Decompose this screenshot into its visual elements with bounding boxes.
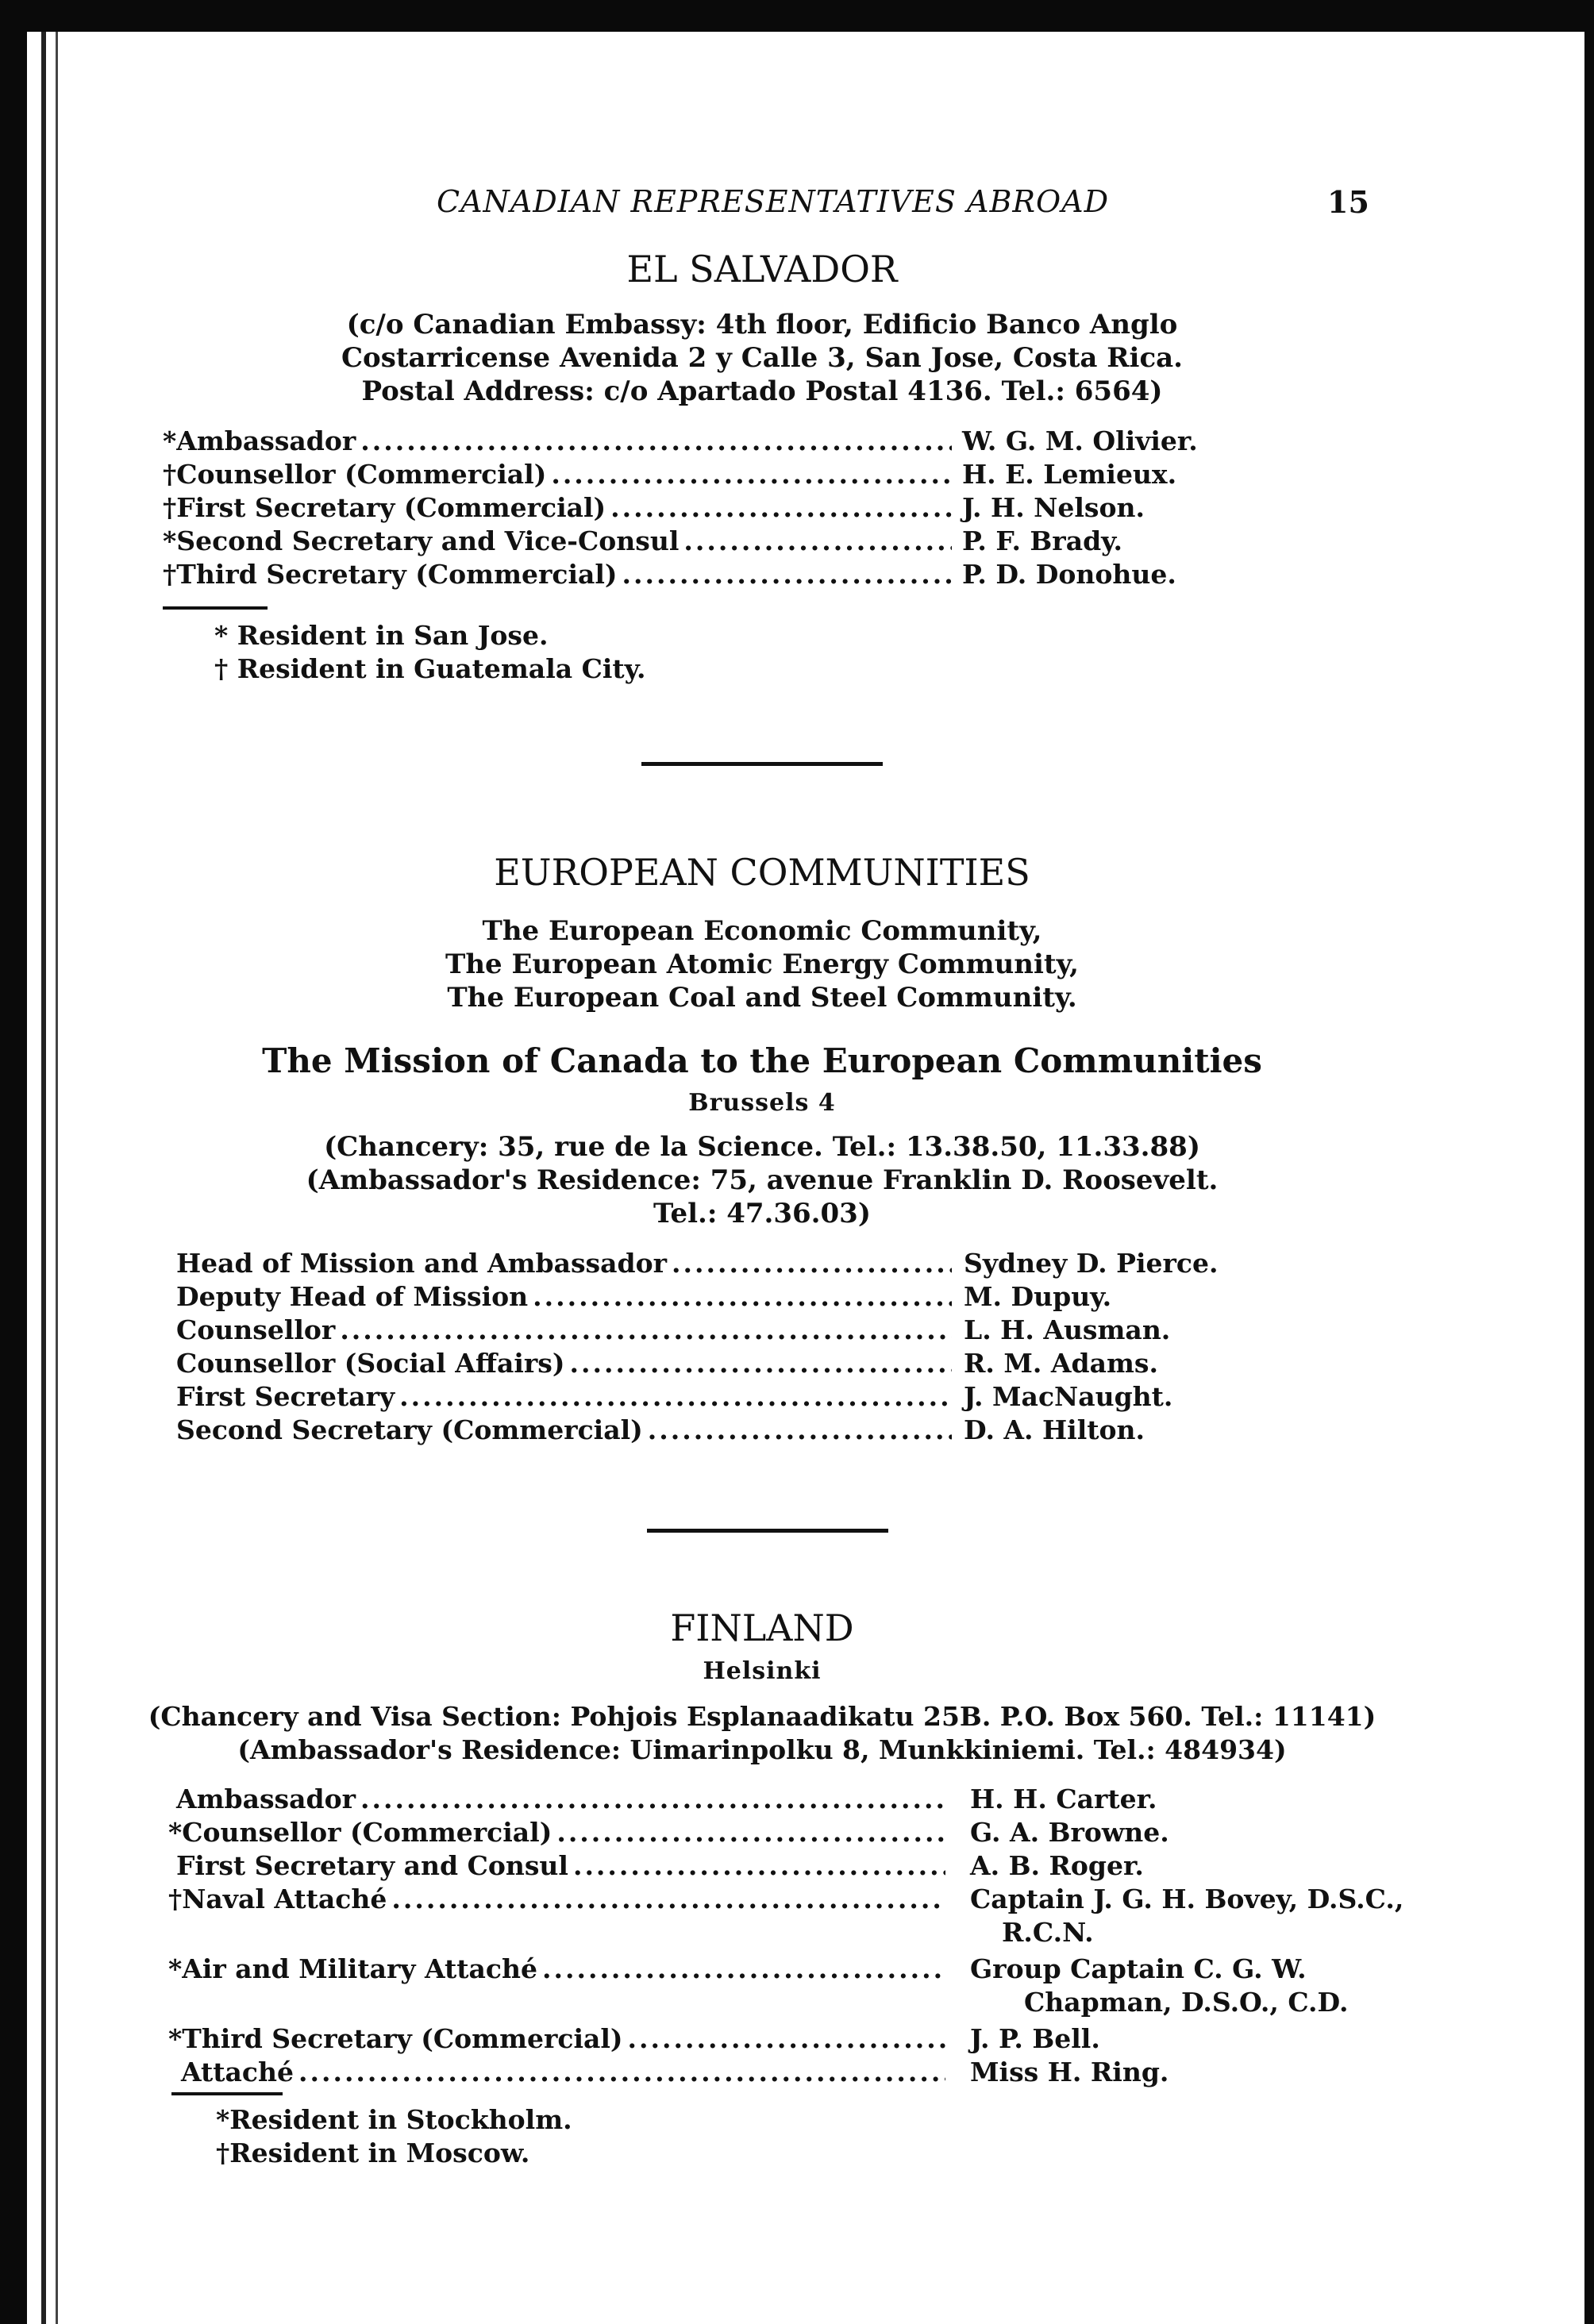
staff-name: L. H. Ausman. — [964, 1314, 1171, 1345]
staff-title: *Third Secretary (Commercial) — [168, 2023, 623, 2054]
footnote: †Resident in Moscow. — [216, 2137, 530, 2168]
address-line: (c/o Canadian Embassy: 4th floor, Edificio Banco Anglo — [346, 309, 1178, 341]
staff-name: W. G. M. Olivier. — [962, 425, 1198, 456]
section-divider — [641, 762, 883, 766]
address-line: (Chancery: 35, rue de la Science. Tel.: 13.38.50, 11.33.88) — [324, 1131, 1200, 1163]
staff-title: †Naval Attaché — [168, 1883, 387, 1914]
address-line: Costarricense Avenida 2 y Calle 3, San Jose, Costa Rica. — [341, 342, 1184, 374]
staff-title: Ambassador — [176, 1783, 356, 1814]
mission-title: The Mission of Canada to the European Communities — [262, 1041, 1262, 1080]
staff-title: Attaché — [181, 2057, 294, 2087]
staff-title: *Counsellor (Commercial) — [168, 1817, 553, 1848]
staff-name-continued: R.C.N. — [1002, 1917, 1094, 1948]
staff-row — [181, 2056, 950, 2089]
staff-name: G. A. Browne. — [970, 1817, 1169, 1848]
community-name: The European Coal and Steel Community. — [447, 982, 1077, 1014]
dot-leader — [551, 458, 952, 491]
staff-name: D. A. Hilton. — [964, 1414, 1145, 1445]
dot-leader — [628, 2022, 945, 2056]
staff-row — [163, 458, 957, 491]
address-line: Postal Address: c/o Apartado Postal 4136. Tel.: 6564) — [361, 375, 1163, 407]
dot-leader — [360, 1783, 945, 1816]
dot-leader — [391, 1883, 945, 1916]
staff-row — [176, 1849, 950, 1883]
staff-row — [168, 1883, 950, 1916]
community-name: The European Atomic Energy Community, — [445, 948, 1079, 980]
staff-row — [176, 1783, 950, 1816]
dot-leader — [542, 1953, 945, 1986]
running-head: CANADIAN REPRESENTATIVES ABROAD — [437, 184, 1110, 219]
staff-name-continued: Chapman, D.S.O., C.D. — [1024, 1987, 1349, 2018]
staff-name: Group Captain C. G. W. — [970, 1953, 1307, 1984]
staff-row — [176, 1280, 957, 1314]
address-line: (Ambassador's Residence: Uimarinpolku 8, Munkkiniemi. Tel.: 484934) — [237, 1734, 1287, 1765]
staff-title: *Second Secretary and Vice-Consul — [163, 525, 680, 556]
dot-leader — [610, 491, 952, 525]
staff-name: P. D. Donohue. — [962, 559, 1176, 590]
footnote: † Resident in Guatemala City. — [214, 653, 646, 684]
staff-name: Miss H. Ring. — [970, 2057, 1169, 2087]
staff-name: P. F. Brady. — [962, 525, 1123, 556]
staff-name: H. E. Lemieux. — [962, 459, 1177, 490]
dot-leader — [648, 1414, 952, 1447]
staff-row — [176, 1414, 957, 1447]
address-line: Tel.: 47.36.03) — [653, 1198, 871, 1229]
address-line: (Chancery and Visa Section: Pohjois Esplanaadikatu 25B. P.O. Box 560. Tel.: 11141) — [148, 1701, 1376, 1732]
staff-title: First Secretary and Consul — [176, 1850, 568, 1881]
section-heading-finland: FINLAND — [670, 1606, 854, 1649]
dot-leader — [569, 1347, 952, 1380]
mission-city: Brussels 4 — [688, 1089, 836, 1117]
staff-title: Head of Mission and Ambassador — [176, 1248, 667, 1279]
scan-top-border — [0, 0, 1594, 32]
dot-leader — [622, 558, 952, 591]
staff-name: Sydney D. Pierce. — [964, 1248, 1219, 1279]
staff-row — [168, 2022, 950, 2056]
staff-row — [163, 525, 957, 558]
staff-name: R. M. Adams. — [964, 1348, 1158, 1379]
address-line: (Ambassador's Residence: 75, avenue Franklin D. Roosevelt. — [306, 1164, 1219, 1196]
staff-name: J. MacNaught. — [964, 1381, 1173, 1412]
staff-title: First Secretary — [176, 1381, 395, 1412]
staff-name: J. P. Bell. — [970, 2023, 1100, 2054]
dot-leader — [683, 525, 952, 558]
staff-row — [168, 1816, 950, 1849]
scan-right-border — [1584, 0, 1594, 2324]
staff-name: A. B. Roger. — [970, 1850, 1144, 1881]
staff-row — [163, 558, 957, 591]
section-heading-el-salvador: EL SALVADOR — [626, 248, 898, 290]
footnote: * Resident in San Jose. — [214, 620, 549, 651]
footnote-rule — [163, 606, 268, 610]
footnote-rule — [171, 2092, 283, 2095]
dot-leader — [672, 1247, 952, 1280]
staff-title: Counsellor (Social Affairs) — [176, 1348, 565, 1379]
dot-leader — [556, 1816, 945, 1849]
staff-name: J. H. Nelson. — [962, 492, 1145, 523]
staff-row — [176, 1314, 957, 1347]
staff-row — [176, 1347, 957, 1380]
community-name: The European Economic Community, — [482, 915, 1042, 947]
dot-leader — [399, 1380, 952, 1414]
staff-title: Counsellor — [176, 1314, 336, 1345]
staff-row — [163, 425, 957, 458]
mission-city: Helsinki — [703, 1657, 822, 1685]
staff-title: Second Secretary (Commercial) — [176, 1414, 643, 1445]
dot-leader — [533, 1280, 952, 1314]
staff-title: Deputy Head of Mission — [176, 1281, 529, 1312]
dot-leader — [573, 1849, 945, 1883]
staff-row — [176, 1247, 957, 1280]
staff-title: *Air and Military Attaché — [168, 1953, 537, 1984]
staff-name: M. Dupuy. — [964, 1281, 1112, 1312]
staff-name: H. H. Carter. — [970, 1783, 1157, 1814]
staff-name: Captain J. G. H. Bovey, D.S.C., — [970, 1883, 1404, 1914]
dot-leader — [298, 2056, 945, 2089]
staff-title: †First Secretary (Commercial) — [163, 492, 606, 523]
dot-leader — [340, 1314, 952, 1347]
footnote: *Resident in Stockholm. — [216, 2104, 572, 2135]
staff-row — [163, 491, 957, 525]
staff-row — [176, 1380, 957, 1414]
section-divider — [647, 1529, 888, 1533]
staff-title: †Counsellor (Commercial) — [163, 459, 547, 490]
staff-title: *Ambassador — [163, 425, 356, 456]
page-number: 15 — [1327, 184, 1369, 220]
staff-title: †Third Secretary (Commercial) — [163, 559, 618, 590]
staff-row — [168, 1953, 950, 1986]
dot-leader — [360, 425, 952, 458]
section-heading-european-communities: EUROPEAN COMMUNITIES — [494, 851, 1030, 894]
